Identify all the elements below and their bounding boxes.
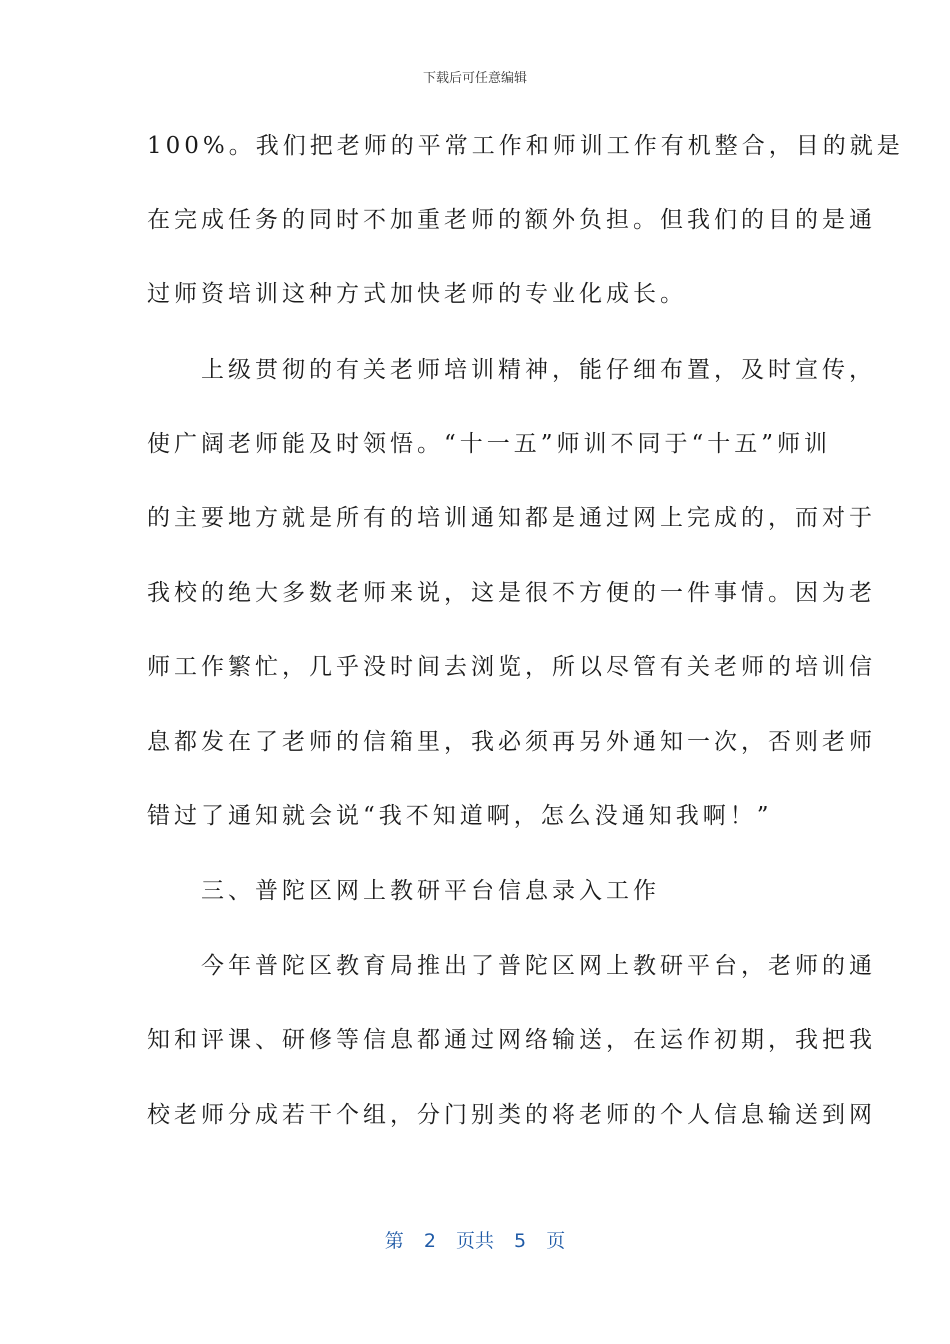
section-heading: 三、普陀区网上教研平台信息录入工作: [147, 878, 660, 904]
body-line-5: 使广阔老师能及时领悟。“十一五”师训不同于“十五”师训: [147, 431, 832, 457]
total-pages-number: 5: [514, 1230, 527, 1252]
page-label-mid: 页共: [455, 1230, 494, 1252]
body-line-14: 校老师分成若干个组，分门别类的将老师的个人信息输送到网: [147, 1102, 876, 1128]
body-line-10: 错过了通知就会说“我不知道啊，怎么没通知我啊！”: [147, 803, 773, 829]
body-line-9: 息都发在了老师的信箱里，我必须再另外通知一次，否则老师: [147, 729, 876, 755]
page-footer: [0, 1226, 950, 1253]
body-line-8: 师工作繁忙，几乎没时间去浏览，所以尽管有关老师的培训信: [147, 654, 876, 680]
body-line-6: 的主要地方就是所有的培训通知都是通过网上完成的，而对于: [147, 505, 876, 531]
page-header: 下载后可任意编辑: [422, 71, 527, 86]
body-line-1: 100%。我们把老师的平常工作和师训工作有机整合，目的就是: [147, 133, 904, 159]
current-page-number: 2: [423, 1230, 436, 1252]
page-label-suffix: 页: [546, 1230, 566, 1252]
body-line-13: 知和评课、研修等信息都通过网络输送，在运作初期，我把我: [147, 1027, 876, 1053]
body-line-2: 在完成任务的同时不加重老师的额外负担。但我们的目的是通: [147, 207, 876, 233]
body-line-12: 今年普陀区教育局推出了普陀区网上教研平台，老师的通: [147, 953, 876, 979]
body-line-7: 我校的绝大多数老师来说，这是很不方便的一件事情。因为老: [147, 580, 876, 606]
page-label-prefix: 第: [384, 1230, 404, 1252]
body-line-3: 过师资培训这种方式加快老师的专业化成长。: [147, 281, 687, 307]
body-line-4: 上级贯彻的有关老师培训精神，能仔细布置，及时宣传，: [147, 357, 876, 383]
